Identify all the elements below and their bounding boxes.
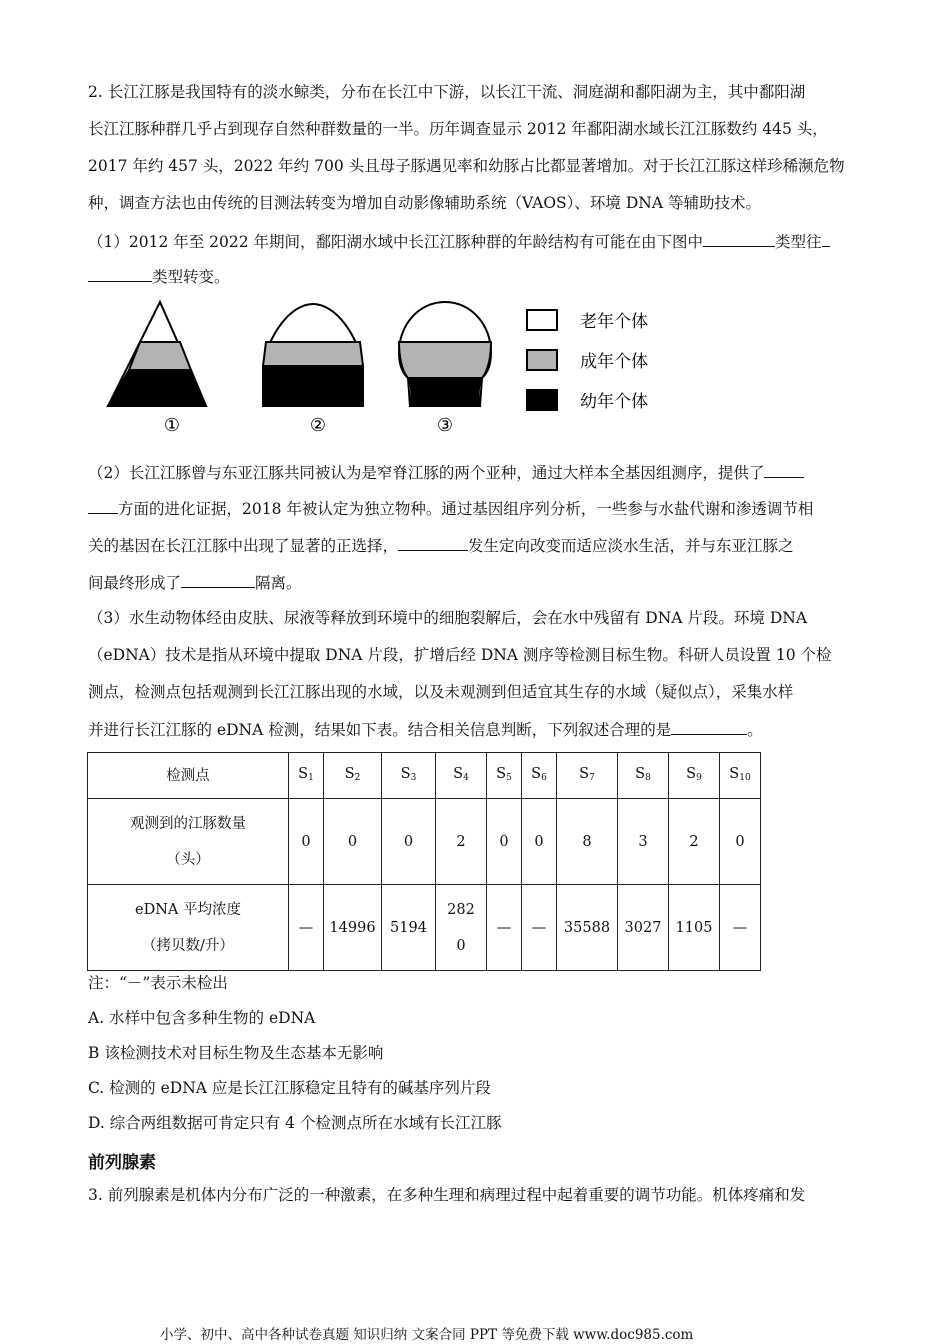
q2-part1-text: （1）2012 年至 2022 年期间，鄱阳湖水域中长江江豚种群的年龄结构有可能在由下图中 (88, 233, 704, 251)
legend-label-adult: 成年个体 (580, 352, 648, 372)
q2-part2-text-a: （2）长江江豚曾与东亚江豚共同被认为是窄脊江豚的两个亚种，通过大样本全基因组测序，提供了 (88, 464, 765, 482)
option-a[interactable]: A. 水样中包含多种生物的 eDNA (88, 1009, 316, 1027)
page-footer: 小学、初中、高中各种试卷真题 知识归纳 文案合同 PPT 等免费下载 www.doc985.com (160, 1327, 694, 1343)
edna-table (87, 752, 761, 971)
q3-line-1: 3. 前列腺素是机体内分布广泛的一种激素，在多种生理和病理过程中起着重要的调节功能。机体疼痛和发 (88, 1186, 806, 1204)
table-cell: 5194 (382, 885, 436, 971)
table-cell: $S_5$ (487, 753, 522, 799)
table-cell: 282 0 (436, 885, 487, 971)
q2-part2-text-e: 间最终形成了 (88, 574, 182, 592)
pyramid-2-stable (263, 304, 363, 406)
legend-label-old: 老年个体 (580, 312, 648, 332)
table-cell: $S_7$ (557, 753, 618, 799)
q2-part2-line-4 (88, 572, 868, 593)
q2-part1-text-b: 类型往 (775, 233, 822, 251)
answer-blank-3b[interactable] (88, 498, 118, 514)
q2-part3-line-4 (88, 719, 868, 740)
table-cell: 0 (382, 799, 436, 885)
q2-part3-text-b: 。 (747, 721, 763, 739)
table-cell: $S_4$ (436, 753, 487, 799)
option-d[interactable]: D. 综合两组数据可肯定只有 4 个检测点所在水域有长江江豚 (88, 1114, 502, 1132)
table-cell: 14996 (324, 885, 382, 971)
pyramid-label-2: ② (309, 415, 327, 436)
table-header-counts: 观测到的江豚数量 （头） (88, 799, 289, 885)
table-cell: — (720, 885, 761, 971)
age-pyramid-figure (100, 296, 680, 441)
table-cell: $S_6$ (522, 753, 557, 799)
table-cell: 2 (436, 799, 487, 885)
answer-blank-3a[interactable] (764, 462, 804, 478)
table-row-sites (88, 753, 761, 799)
table-cell: 0 (289, 799, 324, 885)
table-cell: — (289, 885, 324, 971)
answer-blank-2b[interactable] (88, 266, 152, 282)
table-cell: 3 (618, 799, 669, 885)
table-cell: $S_1$ (289, 753, 324, 799)
section-title: 前列腺素 (88, 1153, 156, 1173)
option-b[interactable]: B 该检测技术对目标生物及生态基本无影响 (88, 1044, 384, 1062)
q2-intro-line-4: 种，调查方法也由传统的目测法转变为增加自动影像辅助系统（VAOS）、环境 DNA 等辅助技术。 (88, 194, 761, 212)
q2-part2-text-b: 方面的进化证据，2018 年被认定为独立物种。通过基因组序列分析，一些参与水盐代谢和渗透调节相 (118, 500, 814, 518)
legend-swatch-young (527, 390, 557, 410)
answer-blank-4[interactable] (398, 535, 468, 551)
q2-part1-line-2 (88, 266, 868, 287)
table-cell: — (522, 885, 557, 971)
legend-swatch-adult (527, 350, 557, 370)
legend-label-young: 幼年个体 (580, 392, 648, 412)
pyramid-label-3: ③ (436, 415, 454, 436)
q2-part2-text-d: 发生定向改变而适应淡水生活，并与东亚江豚之 (468, 537, 794, 555)
table-row-counts (88, 799, 761, 885)
table-cell: $S_3$ (382, 753, 436, 799)
table-row-concentration (88, 885, 761, 971)
q2-part2-line-2 (88, 498, 868, 519)
table-cell: 1105 (669, 885, 720, 971)
answer-blank-6[interactable] (671, 719, 747, 735)
table-cell: $S_9$ (669, 753, 720, 799)
q2-part3-line-2: （eDNA）技术是指从环境中提取 DNA 片段，扩增后经 DNA 测序等检测目标生物。科研人员设置 10 个检 (88, 646, 832, 664)
q2-intro-line-1: 2. 长江江豚是我国特有的淡水鲸类，分布在长江中下游，以长江干流、洞庭湖和鄱阳湖为主，其中鄱阳湖 (88, 83, 806, 101)
table-cell: 0 (324, 799, 382, 885)
pyramid-3-declining (399, 302, 491, 406)
answer-blank-1[interactable] (703, 231, 775, 247)
answer-blank-5[interactable] (181, 572, 255, 588)
pyramid-1-growing (108, 302, 206, 406)
answer-blank-2a[interactable] (822, 231, 830, 247)
table-cell: 3027 (618, 885, 669, 971)
table-cell: 35588 (557, 885, 618, 971)
q2-intro-line-2: 长江江豚种群几乎占到现存自然种群数量的一半。历年调查显示 2012 年鄱阳湖水域长江江豚数约 445 头， (88, 120, 828, 138)
option-c[interactable]: C. 检测的 eDNA 应是长江江豚稳定且特有的碱基序列片段 (88, 1079, 491, 1097)
pyramid-label-1: ① (163, 415, 181, 436)
table-header-site: 检测点 (88, 753, 289, 799)
table-header-concentration: eDNA 平均浓度 （拷贝数/升） (88, 885, 289, 971)
table-cell: $S_8$ (618, 753, 669, 799)
q2-part2-line-3 (88, 535, 868, 556)
table-note: 注：“－”表示未检出 (88, 974, 228, 992)
table-cell: 0 (720, 799, 761, 885)
q2-part1-line-1 (88, 231, 868, 252)
q2-part2-text-f: 隔离。 (255, 574, 302, 592)
table-cell: 0 (487, 799, 522, 885)
table-cell: 8 (557, 799, 618, 885)
q2-part2-text-c: 关的基因在长江江豚中出现了显著的正选择， (88, 537, 399, 555)
q2-intro-line-3: 2017 年约 457 头，2022 年约 700 头且母子豚遇见率和幼豚占比都显著增加。对于长江江豚这样珍稀濒危物 (88, 157, 845, 175)
table-cell: 2 (669, 799, 720, 885)
table-cell: $S_2$ (324, 753, 382, 799)
legend-swatch-old (527, 310, 557, 330)
q2-part3-line-3: 测点，检测点包括观测到长江江豚出现的水域，以及未观测到但适宜其生存的水域（疑似点），采集水样 (88, 683, 794, 701)
q2-part2-line-1 (88, 462, 868, 483)
q2-part3-line-1: （3）水生动物体经由皮肤、尿液等释放到环境中的细胞裂解后，会在水中残留有 DNA 片段。环境 DNA (88, 609, 808, 627)
q2-part1-text-c: 类型转变。 (152, 268, 230, 286)
q2-part3-text-a: 并进行长江江豚的 eDNA 检测，结果如下表。结合相关信息判断，下列叙述合理的是 (88, 721, 672, 739)
table-cell: $S_{10}$ (720, 753, 761, 799)
age-pyramid-svg (100, 296, 680, 441)
table-cell: 0 (522, 799, 557, 885)
table-cell: — (487, 885, 522, 971)
